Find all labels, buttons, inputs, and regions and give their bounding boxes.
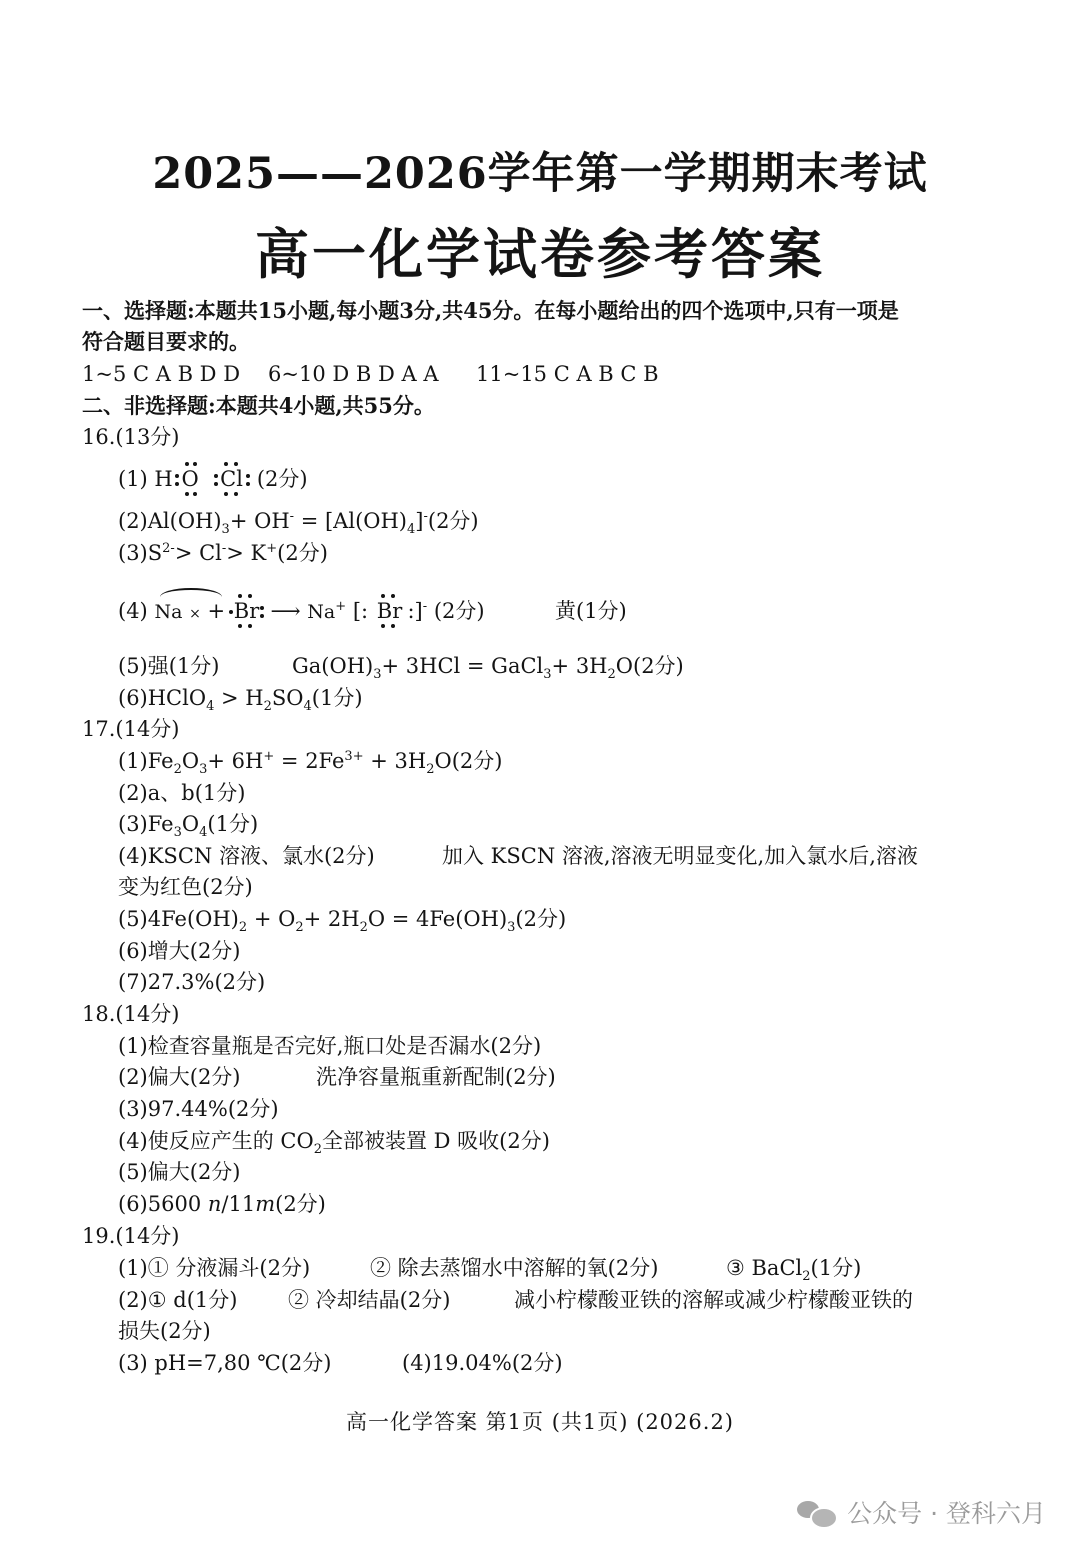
q19-part2-a: (2)① d(1分)	[118, 1288, 238, 1312]
electron-transfer-formation: Na × + Br ⟶ Na+ [: Br :]-	[154, 596, 427, 629]
section1-intro-line2: 符合题目要求的。	[82, 329, 250, 354]
q19-header: 19.(14分)	[82, 1224, 180, 1248]
q16-part1	[118, 464, 308, 494]
electron-dot-chlorine: Cl	[218, 464, 250, 494]
q18-part2-remedy: 洗净容量瓶重新配制(2分)	[316, 1065, 556, 1089]
q16-part1-prefix: (1) H	[118, 467, 173, 491]
q19-part1-a: (1)① 分液漏斗(2分)	[118, 1256, 311, 1280]
q19-part4: (4)19.04%(2分)	[402, 1351, 563, 1375]
section2-intro: 二、非选择题:本题共4小题,共55分。	[82, 393, 435, 418]
q18-part4: (4)使反应产生的 $CO_2$全部被装置 D 吸收(2分)	[118, 1129, 550, 1158]
q17-part5: $(5)4Fe(OH)_2 + O_2+ 2H_2O = 4Fe(OH)_3(2$分)	[118, 907, 567, 936]
answers-6-10: 6~10 D B D A A	[268, 362, 439, 386]
wechat-icon	[797, 1497, 837, 1527]
q18-part1: (1)检查容量瓶是否完好,瓶口处是否漏水(2分)	[118, 1034, 542, 1058]
q17-part2: (2)a、b(1分)	[118, 781, 246, 805]
electron-dot-oxygen: O	[179, 464, 211, 494]
q16-part5-equation: $Ga(OH)_3+ 3HCl$ = GaCl$_3$+ $3H_2O(2$分)	[292, 654, 684, 683]
q19-part1-c: ③ BaCl$_2$(1分)	[726, 1256, 862, 1285]
section1-intro-line1: 一、选择题:本题共15小题,每小题3分,共45分。在每小题给出的四个选项中,只有一项是	[82, 298, 899, 323]
q16-part1-score: (2分)	[256, 467, 308, 491]
q19-part1-b: ② 除去蒸馏水中溶解的氧(2分)	[370, 1256, 659, 1280]
q17-part4-reagents: (4)KSCN 溶液、氯水(2分)	[118, 844, 375, 868]
electron-transfer-arc	[160, 588, 222, 606]
q18-part3: (3)97.44%(2分)	[118, 1097, 279, 1121]
q17-part4-phenomenon: 加入 KSCN 溶液,溶液无明显变化,加入氯水后,溶液	[442, 844, 918, 868]
page-footer: 高一化学答案 第1页 (共1页) (2026.2)	[346, 1410, 734, 1434]
q17-part1: $(1)Fe_2O_3+ 6H^+ = 2Fe^{3+} + 3H_2O(2$分)	[118, 749, 503, 778]
answers-11-15: 11~15 C A B C B	[476, 362, 659, 386]
q17-part3: $(3)Fe_3O_4(1$分)	[118, 812, 259, 841]
exam-title: 2025——2026学年第一学期期末考试	[152, 149, 928, 199]
q19-part2-c: 减小柠檬酸亚铁的溶解或减少柠檬酸亚铁的	[514, 1288, 913, 1312]
q16-part2: $(2)Al(OH)_3+ OH^- = [Al(OH)_4]^-(2$分)	[118, 509, 479, 538]
q17-part6: (6)增大(2分)	[118, 939, 241, 963]
q19-part3: (3) pH=7,80 ℃(2分)	[118, 1351, 332, 1375]
electron-dot-bromine: Br	[232, 596, 264, 626]
q18-part2: (2)偏大(2分)	[118, 1065, 241, 1089]
q16-part4-flame-color: 黄(1分)	[555, 599, 627, 623]
q17-part4-phenomenon-cont: 变为红色(2分)	[118, 875, 253, 899]
document-title: 高一化学试卷参考答案	[255, 222, 825, 286]
watermark	[797, 1492, 1046, 1532]
q19-part2-c-cont: 损失(2分)	[118, 1319, 211, 1343]
watermark-text: 公众号 · 登科六月	[847, 1499, 1046, 1528]
q17-part7: (7)27.3%(2分)	[118, 970, 266, 994]
q16-part6: (6)HClO$_4$ > $H_2SO_4(1$分)	[118, 686, 363, 715]
q18-part5: (5)偏大(2分)	[118, 1160, 241, 1184]
q19-part2-b: ② 冷却结晶(2分)	[288, 1288, 451, 1312]
q17-header: 17.(14分)	[82, 717, 180, 741]
q16-part4: (4) Na × + Br ⟶ Na+ [: Br :]- (2分)	[118, 596, 485, 629]
q18-header: 18.(14分)	[82, 1002, 180, 1026]
answers-1-5: 1~5 C A B D D	[82, 362, 241, 386]
q16-header: 16.(13分)	[82, 425, 180, 449]
q16-part5: (5)强(1分)	[118, 654, 220, 678]
q18-part6: (6)5600 n/11m(2分)	[118, 1192, 326, 1216]
q16-part3: $(3)S^{2-}> Cl^-> K^+(2$分)	[118, 541, 328, 565]
electron-dot-bromide: Br	[375, 596, 401, 626]
